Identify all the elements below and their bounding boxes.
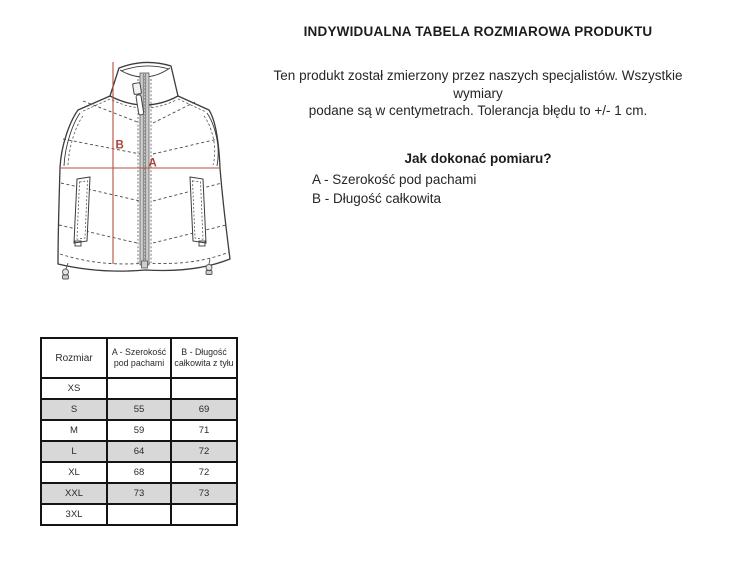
table-row-s (41, 399, 237, 420)
size-cell: L (41, 441, 107, 462)
value-cell-b (171, 378, 237, 399)
table-row-xxl (41, 483, 237, 504)
table-row-m (41, 420, 237, 441)
table-row-l (41, 441, 237, 462)
value-cell-a (107, 504, 171, 525)
value-cell-a: 55 (107, 399, 171, 420)
table-row-xs (41, 378, 237, 399)
value-cell-a: 59 (107, 420, 171, 441)
how-to-heading: Jak dokonać pomiaru? (404, 150, 552, 166)
size-cell: XS (41, 378, 107, 399)
size-cell: 3XL (41, 504, 107, 525)
intro-line-1: Ten produkt został zmierzony przez naszych specjalistów. Wszystkie wymiary (273, 68, 683, 101)
vest-diagram (45, 53, 245, 293)
header-width-underarm: A - Szerokość pod pachami (107, 338, 171, 378)
intro-line-2: podane są w centymetrach. Tolerancja błędu to +/- 1 cm. (308, 103, 648, 118)
yoke-stitch-right (178, 99, 206, 112)
size-cell: S (41, 399, 107, 420)
measure-label-a: A (148, 157, 157, 170)
size-cell: XL (41, 462, 107, 483)
size-table-header-row (41, 338, 237, 378)
measure-label-b: B (115, 139, 124, 152)
page-title: INDYWIDUALNA TABELA ROZMIAROWA PRODUKTU (303, 24, 653, 39)
measure-item-a: A - Szerokość pod pachami (312, 171, 477, 187)
value-cell-b: 72 (171, 462, 237, 483)
header-total-length: B - Długość całkowita z tyłu (171, 338, 237, 378)
intro-paragraph (250, 67, 706, 120)
text-column (250, 24, 706, 208)
size-cell: XXL (41, 483, 107, 504)
size-table (40, 337, 238, 526)
value-cell-a: 68 (107, 462, 171, 483)
value-cell-a: 64 (107, 441, 171, 462)
value-cell-a: 73 (107, 483, 171, 504)
pocket-right (190, 177, 206, 246)
value-cell-a (107, 378, 171, 399)
table-row-3xl (41, 504, 237, 525)
value-cell-b: 72 (171, 441, 237, 462)
pocket-left (74, 177, 90, 246)
value-cell-b (171, 504, 237, 525)
measure-list (312, 170, 706, 208)
size-cell: M (41, 420, 107, 441)
collar-top-rim (121, 66, 169, 71)
value-cell-b: 71 (171, 420, 237, 441)
value-cell-b: 69 (171, 399, 237, 420)
measure-item-b: B - Długość całkowita (312, 190, 442, 206)
armhole-binding-right (207, 113, 218, 166)
cord-toggle-right (206, 259, 212, 275)
table-row-xl (41, 462, 237, 483)
value-cell-b: 73 (171, 483, 237, 504)
header-size: Rozmiar (41, 338, 107, 378)
